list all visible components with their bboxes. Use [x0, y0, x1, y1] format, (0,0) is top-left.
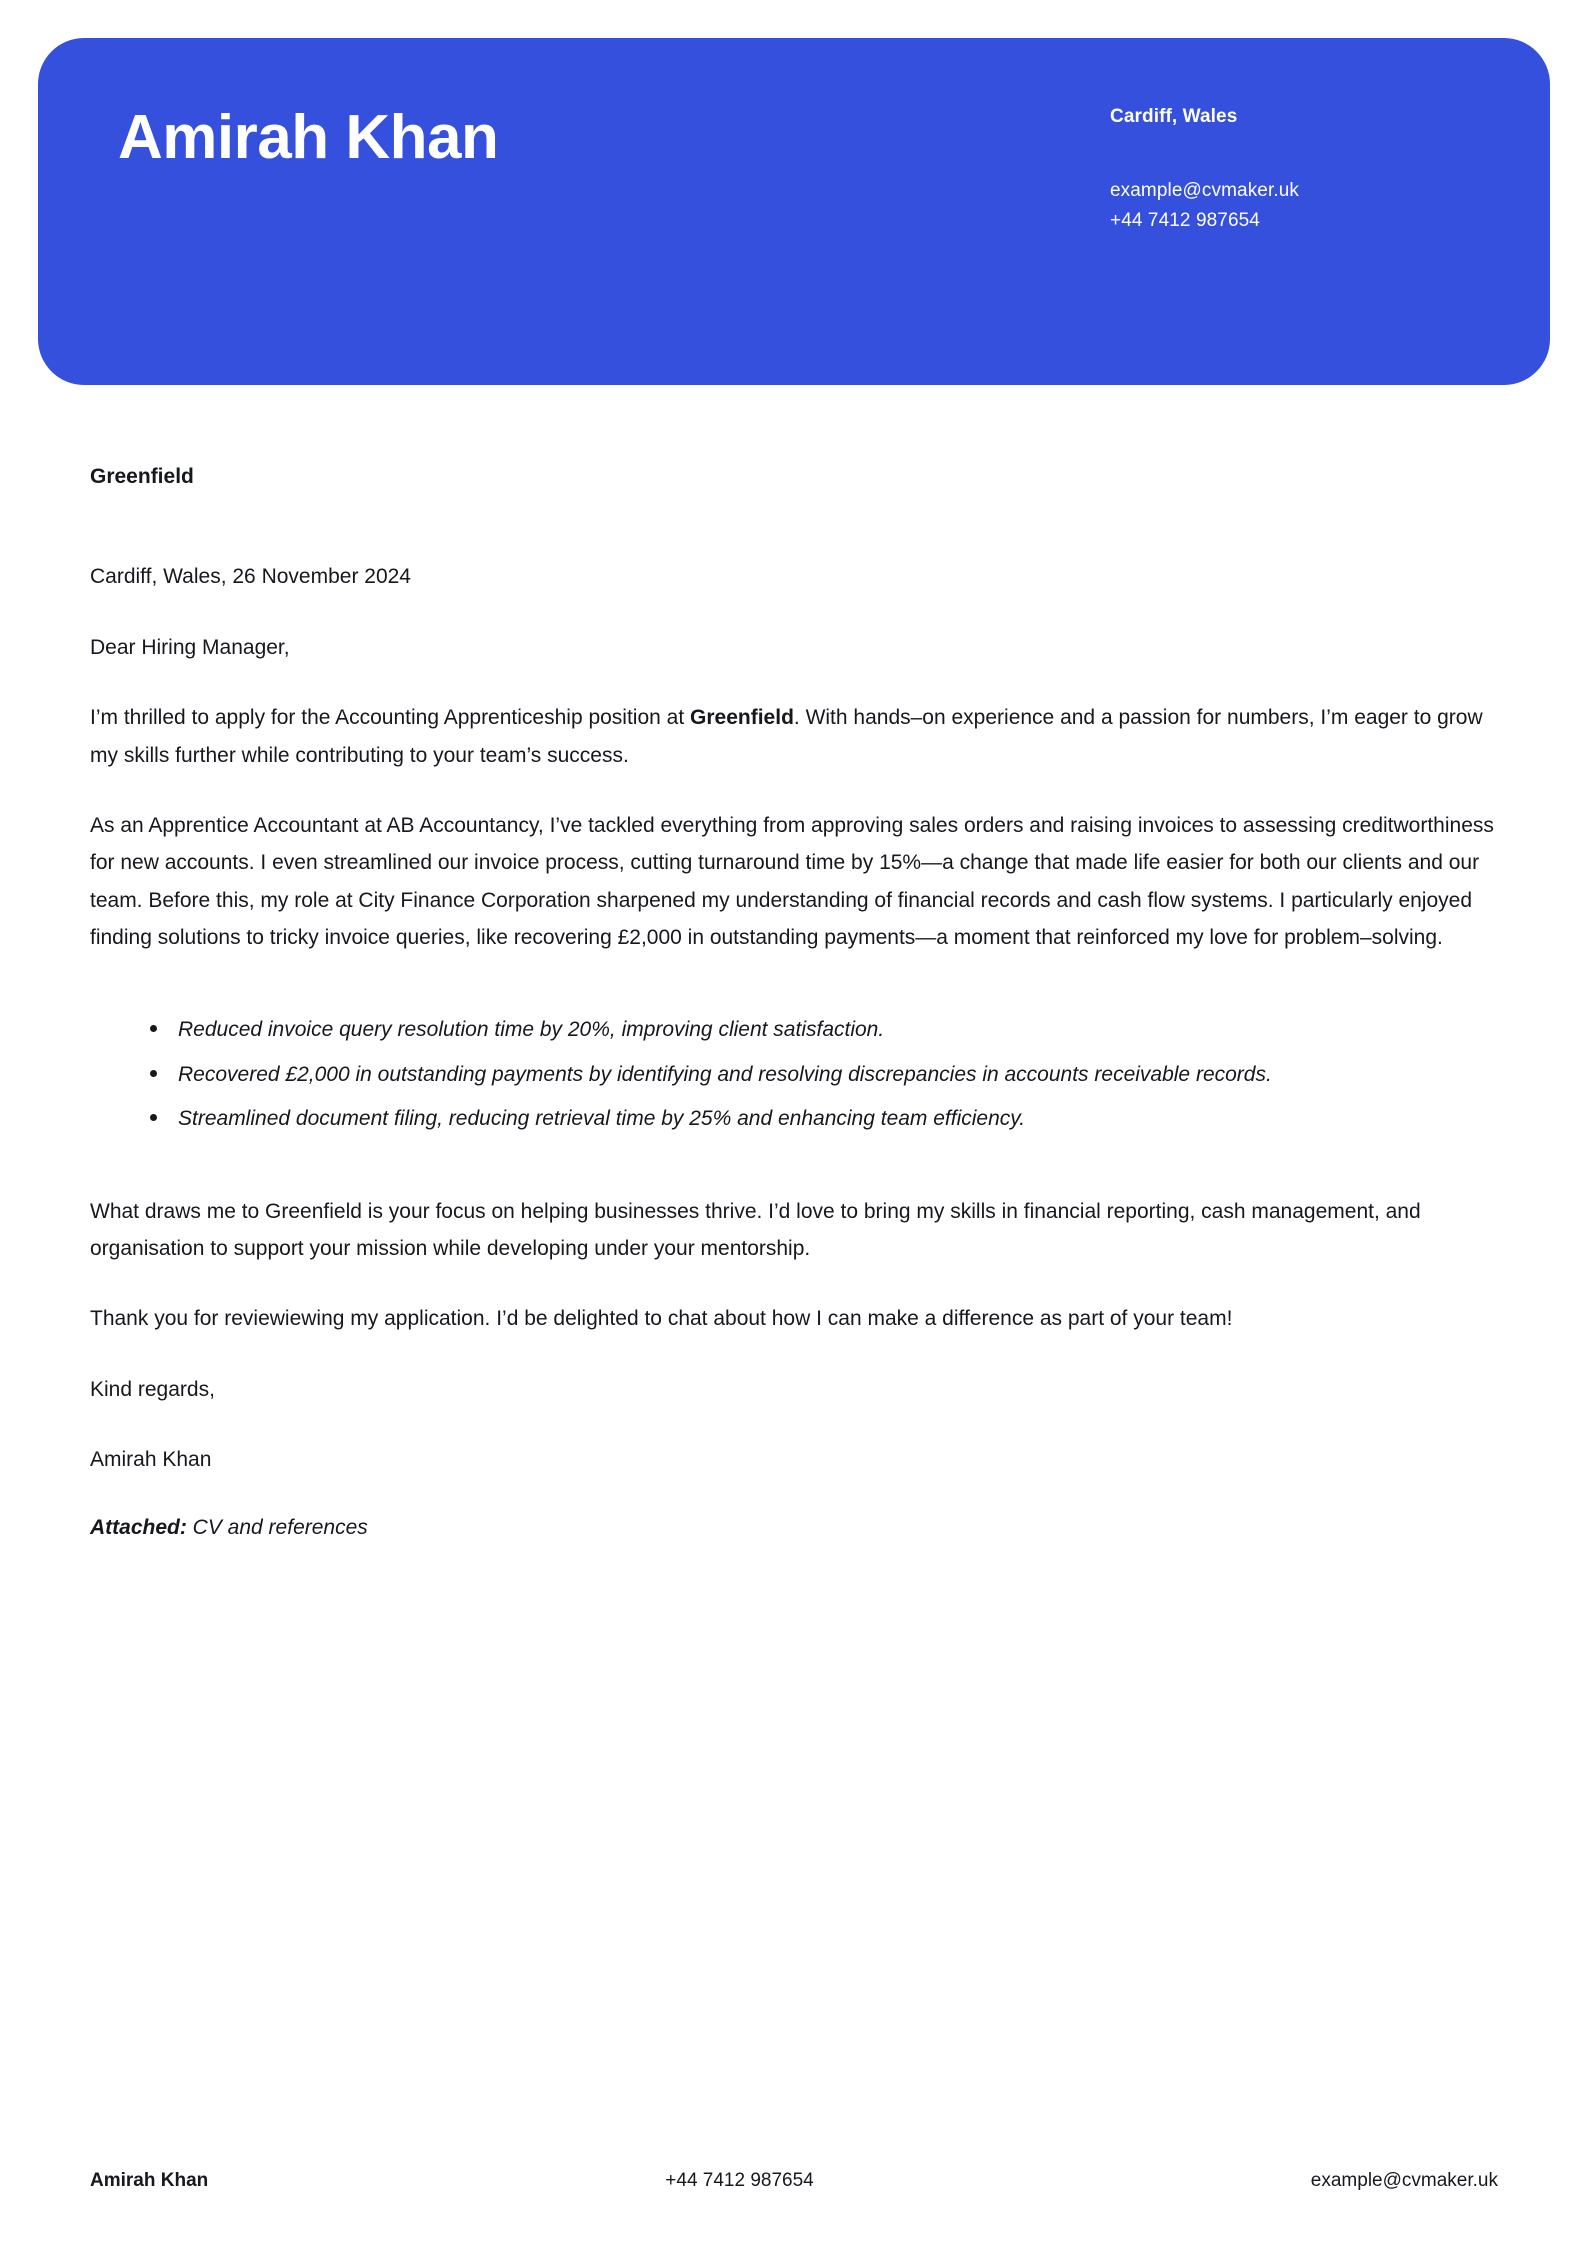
header-email[interactable]: example@cvmaker.uk [1110, 179, 1299, 201]
salutation: Dear Hiring Manager, [90, 635, 290, 659]
header-card [38, 38, 1550, 385]
recipient-company: Greenfield [90, 465, 194, 488]
paragraph-closing: Thank you for reviewiewing my application. I’d be delighted to chat about how I can make a difference as part of your team! [90, 1307, 1233, 1331]
paragraph-intro-company: Greenfield [690, 706, 794, 730]
header-location: Cardiff, Wales [1110, 106, 1238, 127]
header-contact-block [1110, 103, 1530, 237]
paragraph-intro [90, 699, 1498, 774]
paragraph-intro-part1: I’m thrilled to apply for the Accounting Apprenticeship position at [90, 706, 691, 730]
list-item: Recovered £2,000 in outstanding payments by identifying and resolving discrepancies in accounts receivable records. [150, 1056, 1498, 1093]
closing-salutation: Kind regards, [90, 1377, 215, 1401]
list-item: Streamlined document filing, reducing retrieval time by 25% and enhancing team efficiency. [150, 1100, 1498, 1137]
attachments-value: CV and references [186, 1516, 368, 1540]
footer-phone[interactable]: +44 7412 987654 [665, 2170, 814, 2191]
attachments-label: Attached: [90, 1516, 187, 1540]
letter-body [90, 462, 1498, 1578]
list-item: Reduced invoice query resolution time by 20%, improving client satisfaction. [150, 1011, 1498, 1048]
date-line: Cardiff, Wales, 26 November 2024 [90, 565, 411, 589]
footer-email[interactable]: example@cvmaker.uk [1310, 2170, 1498, 2191]
signature-name: Amirah Khan [90, 1448, 212, 1472]
achievements-list [90, 1011, 1498, 1137]
header-phone[interactable]: +44 7412 987654 [1110, 210, 1260, 232]
attachments-line [90, 1511, 1498, 1545]
paragraph-experience: As an Apprentice Accountant at AB Accountancy, I’ve tackled everything from approving sales orders and raising invoices to assessing creditworthiness for new accounts. I even streamlined our invoice process, cutting turnaround time by 15%—a change that made life easier for both our clients and our team. Before this, my role at City Finance Corporation sharpened my understanding of financial records and cash flow systems. I particularly enjoyed finding solutions to tricky invoice queries, like recovering £2,000 in outstanding payments—a moment that reinforced my love for problem–solving. [90, 813, 1494, 950]
header-contact-details [1110, 176, 1530, 238]
page-title: Amirah Khan [118, 103, 499, 172]
paragraph-motivation: What draws me to Greenfield is your focus on helping businesses thrive. I’d love to bring my skills in financial reporting, cash management, and organisation to support your mission while developing under your mentorship. [90, 1199, 1421, 1260]
letter-content [90, 558, 1498, 1545]
page-footer [90, 2170, 1498, 2192]
paragraph-intro-part2: . With hands–on experience and a passion for numbers, I’m eager to grow my skills further while contributing to your team’s success. [90, 706, 1483, 767]
footer-name: Amirah Khan [90, 2170, 209, 2191]
